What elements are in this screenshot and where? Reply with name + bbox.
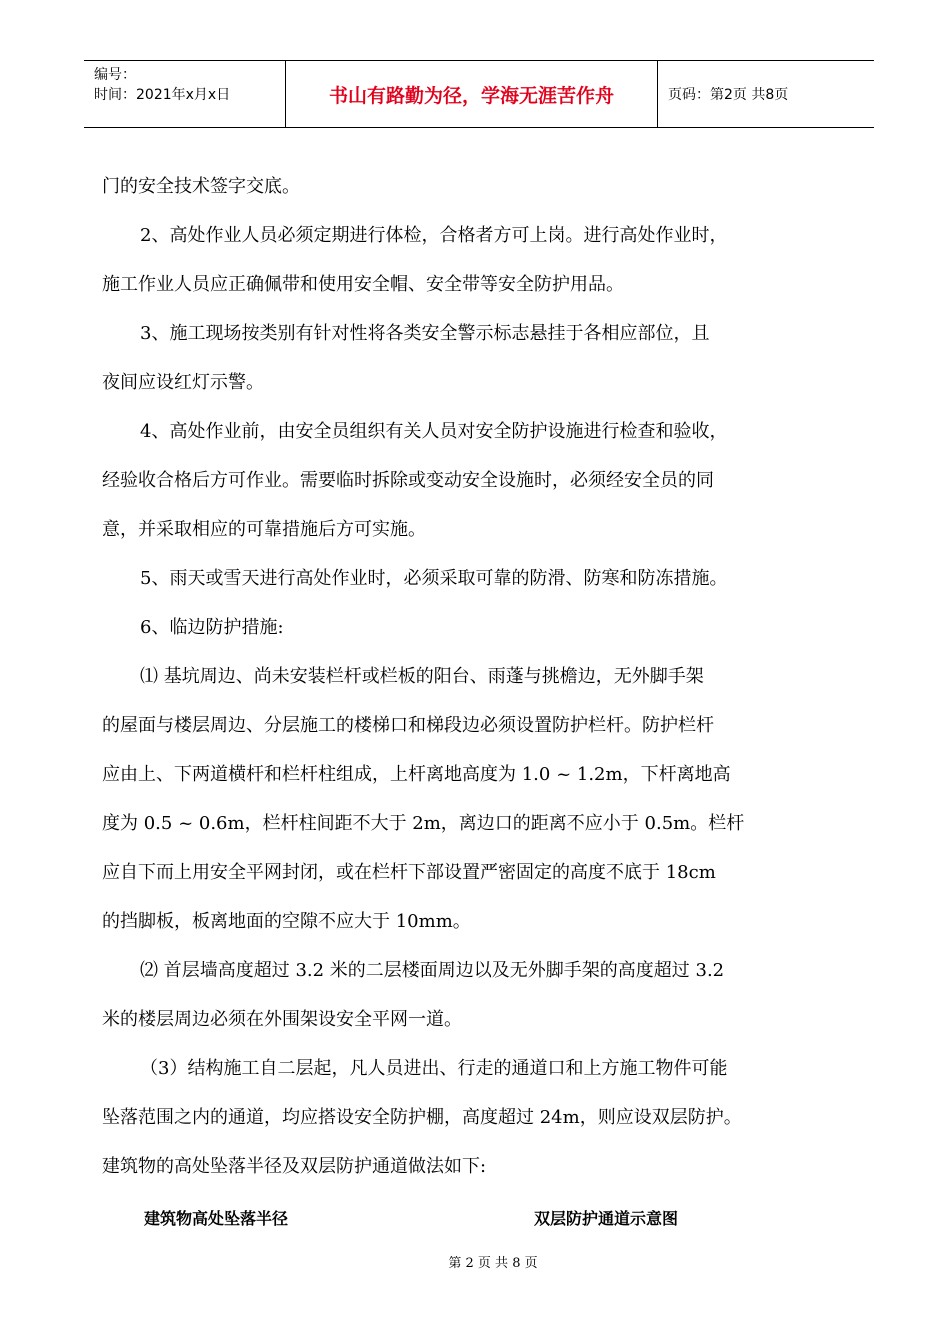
body-line: ⑵ 首层墙高度超过 3.2 米的二层楼面周边以及无外脚手架的高度超过 3.2: [140, 960, 725, 981]
header-meta: [84, 61, 286, 127]
body-line: 米的楼层周边必须在外围架设安全平网一道。: [102, 1009, 462, 1030]
body-line: 5、雨天或雪天进行高处作业时，必须采取可靠的防滑、防寒和防冻措施。: [140, 568, 728, 589]
body-line: 门的安全技术签字交底。: [102, 176, 300, 197]
time-label: 时间：2021年x月x日: [94, 87, 231, 103]
page-footer: 第 2 页 共 8 页: [448, 1256, 538, 1271]
body-line: 的挡脚板，板离地面的空隙不应大于 10mm。: [102, 911, 471, 932]
page-header: [84, 60, 874, 128]
body-line: 施工作业人员应正确佩带和使用安全帽、安全带等安全防护用品。: [102, 274, 624, 295]
body-line: 应自下而上用安全平网封闭，或在栏杆下部设置严密固定的高度不底于 18cm: [102, 862, 716, 883]
figure-captions: [0, 1206, 950, 1236]
body-line: 4、高处作业前，由安全员组织有关人员对安全防护设施进行检查和验收，: [140, 421, 728, 442]
body-line: 度为 0.5 ~ 0.6m，栏杆柱间距不大于 2m，离边口的距离不应小于 0.5m。栏杆: [102, 813, 745, 834]
fall-radius-caption: 建筑物高处坠落半径: [144, 1209, 289, 1228]
body-line: 应由上、下两道横杆和栏杆柱组成，上杆离地高度为 1.0 ~ 1.2m，下杆离地高: [102, 764, 731, 785]
body-line: 2、高处作业人员必须定期进行体检，合格者方可上岗。进行高处作业时，: [140, 225, 728, 246]
header-page-label: 页码：第2页 共8页: [668, 87, 789, 103]
document-body: [102, 162, 858, 1191]
body-line: 意，并采取相应的可靠措施后方可实施。: [102, 519, 426, 540]
header-motto: 书山有路勤为径，学海无涯苦作舟: [286, 61, 658, 127]
body-line: 建筑物的高处坠落半径及双层防护通道做法如下:: [102, 1156, 487, 1177]
body-line: 6、临边防护措施:: [140, 617, 284, 638]
body-line: 夜间应设红灯示警。: [102, 372, 264, 393]
body-line: 的屋面与楼层周边、分层施工的楼梯口和梯段边必须设置防护栏杆。防护栏杆: [102, 715, 714, 736]
body-line: （3）结构施工自二层起，凡人员进出、行走的通道口和上方施工物件可能: [140, 1058, 728, 1079]
double-protection-caption: 双层防护通道示意图: [534, 1209, 679, 1228]
body-line: 3、施工现场按类别有针对性将各类安全警示标志悬挂于各相应部位，且: [140, 323, 710, 344]
body-line: ⑴ 基坑周边、尚未安装栏杆或栏板的阳台、雨蓬与挑檐边，无外脚手架: [140, 666, 704, 687]
body-line: 坠落范围之内的通道，均应搭设安全防护棚，高度超过 24m，则应设双层防护。: [102, 1107, 742, 1128]
number-label: 编号：: [94, 67, 136, 83]
body-line: 经验收合格后方可作业。需要临时拆除或变动安全设施时，必须经安全员的同: [102, 470, 714, 491]
